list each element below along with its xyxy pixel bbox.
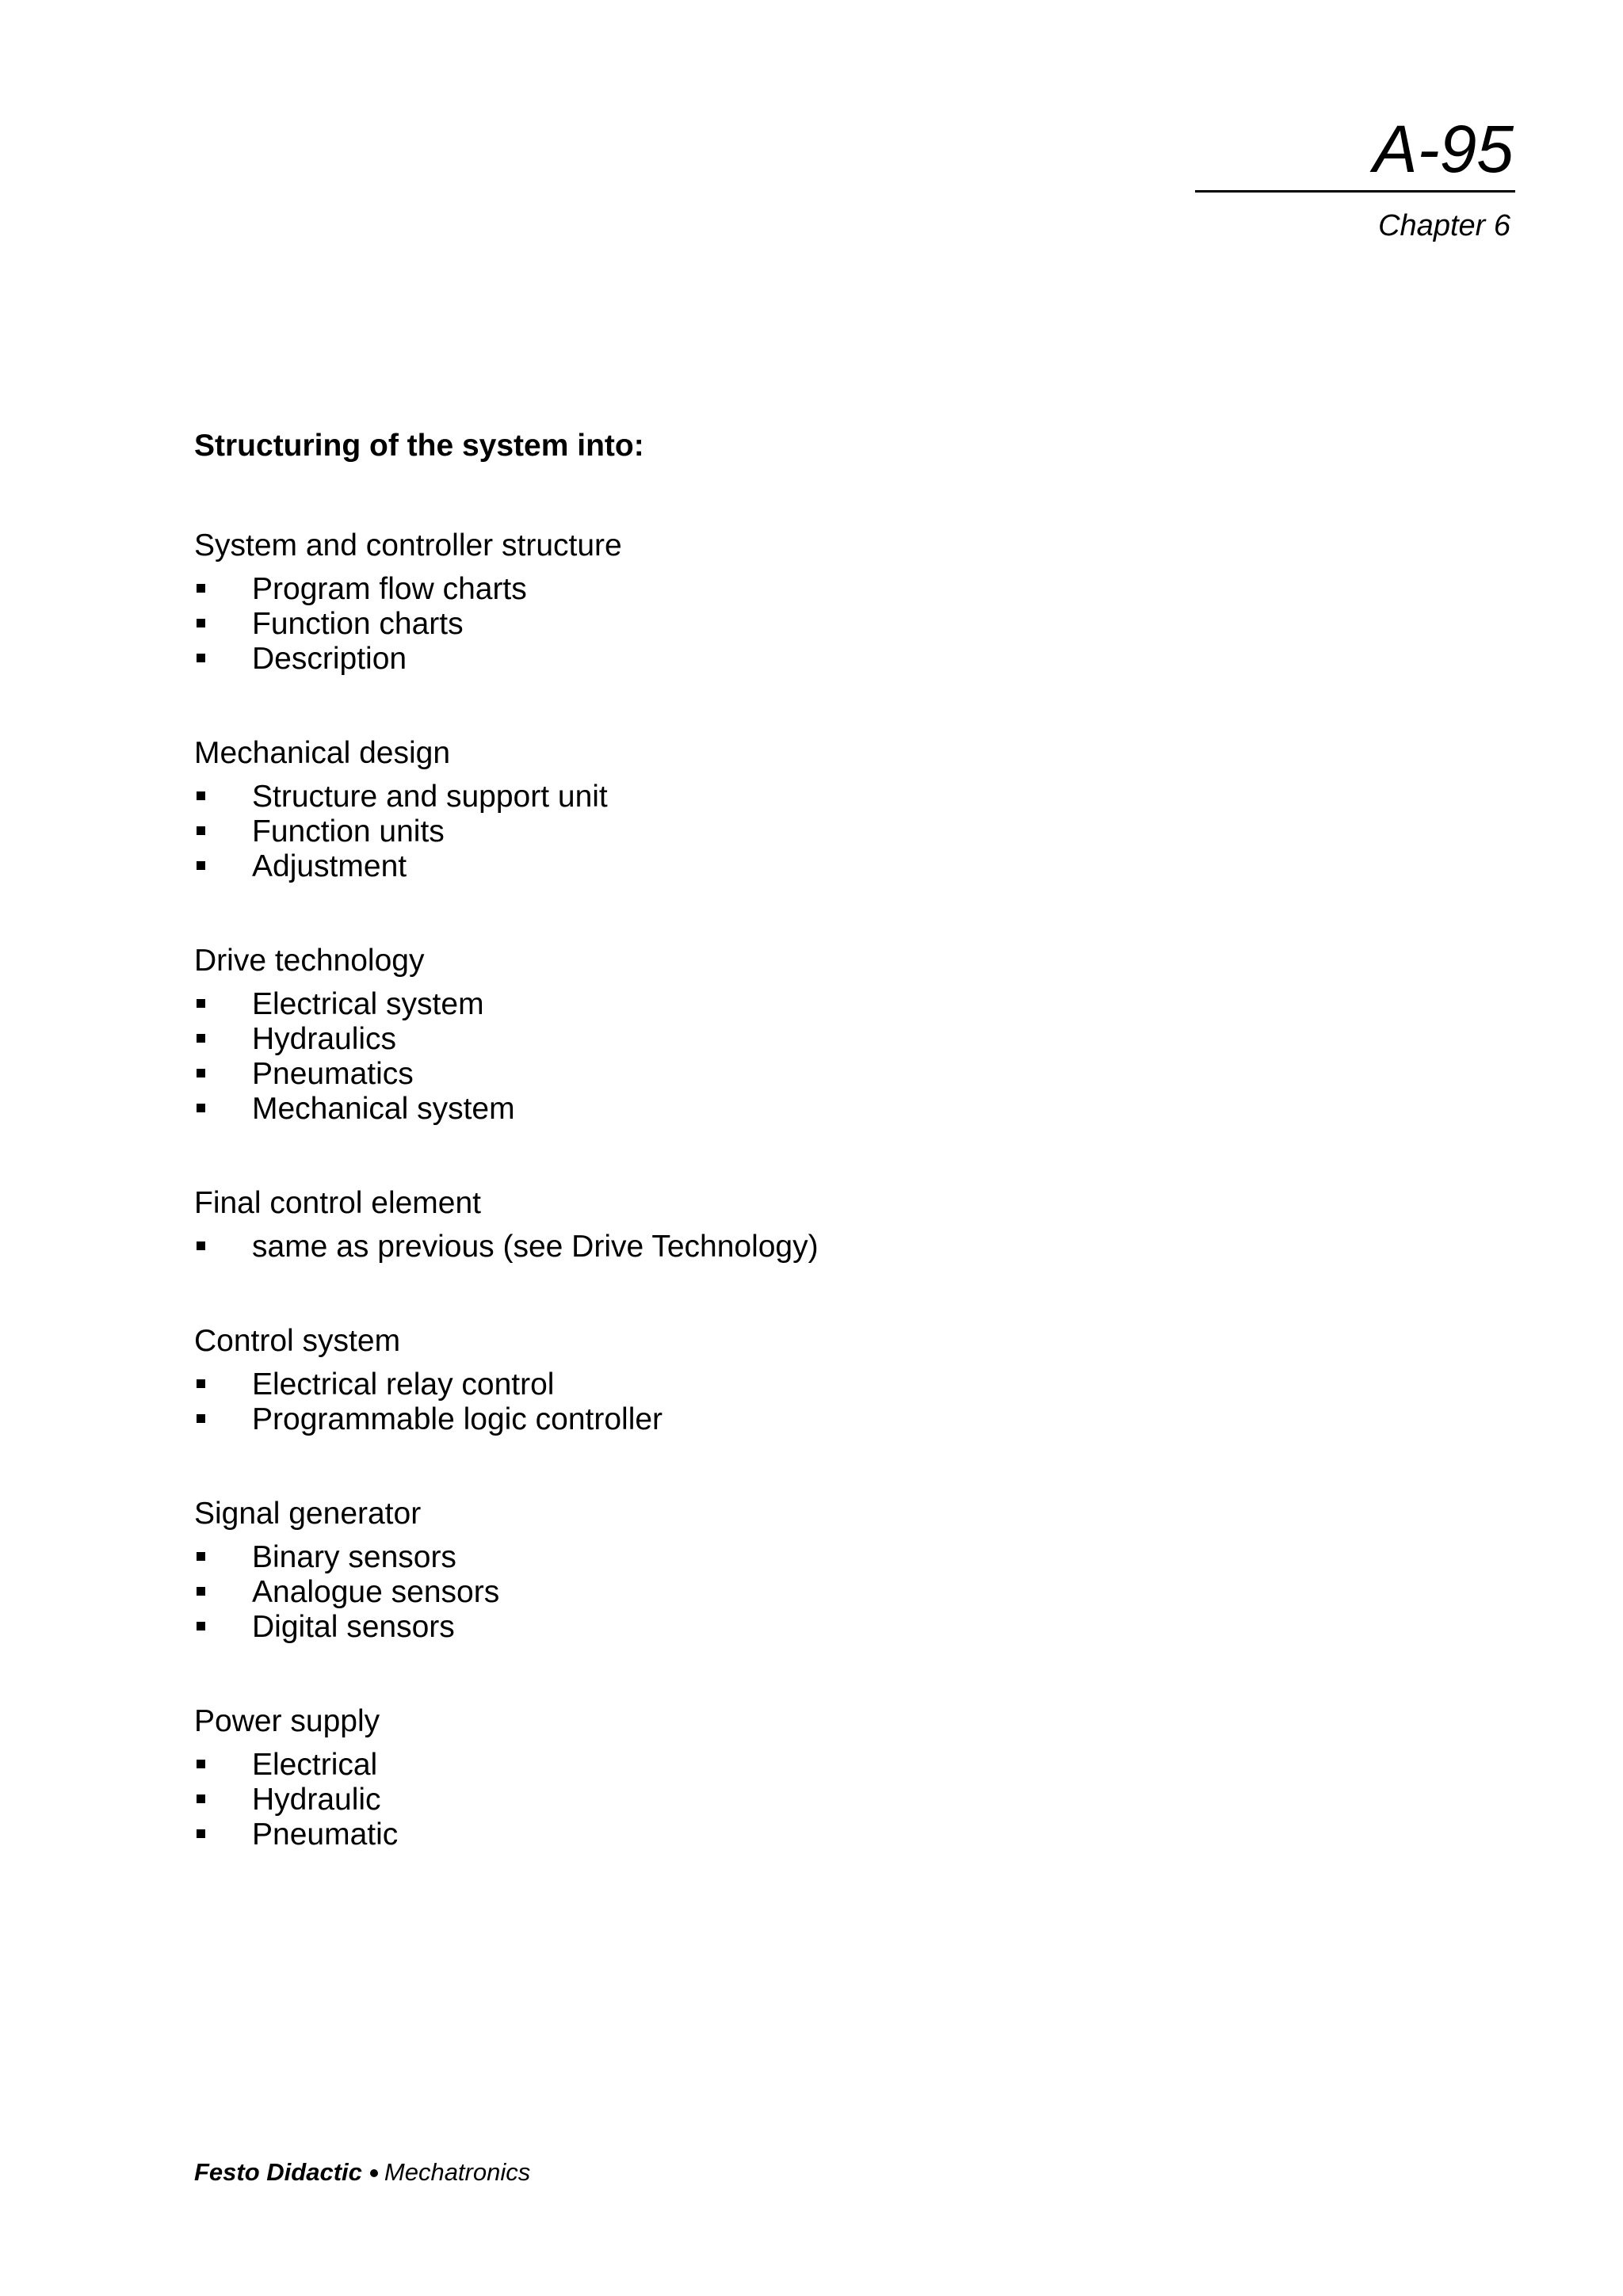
- page-number: A-95: [1373, 112, 1514, 186]
- list-item-text: Programmable logic controller: [252, 1402, 663, 1436]
- bullet-list: [194, 780, 1462, 884]
- list-item: [194, 1092, 1462, 1127]
- square-bullet-icon: [197, 584, 205, 593]
- list-item-text: same as previous (see Drive Technology): [252, 1230, 819, 1264]
- list-item: [194, 780, 1462, 814]
- list-item: [194, 1575, 1462, 1610]
- bullet-list: [194, 1540, 1462, 1645]
- list-item-text: Digital sensors: [252, 1610, 455, 1644]
- list-item-text: Mechanical system: [252, 1092, 515, 1126]
- list-item: [194, 1230, 1462, 1264]
- square-bullet-icon: [197, 861, 205, 870]
- sections-container: [194, 520, 1462, 1852]
- main-heading: Structuring of the system into:: [194, 429, 644, 463]
- list-item: [194, 1817, 1462, 1852]
- list-item: [194, 1022, 1462, 1057]
- list-item: [194, 987, 1462, 1022]
- list-item: [194, 1057, 1462, 1092]
- list-item-text: Binary sensors: [252, 1540, 456, 1574]
- list-item-text: Function units: [252, 814, 445, 849]
- section: [194, 1695, 1462, 1852]
- list-item: [194, 1610, 1462, 1645]
- bullet-list: [194, 1748, 1462, 1852]
- section: [194, 1315, 1462, 1437]
- section-title: Final control element: [194, 1186, 482, 1220]
- list-item-text: Electrical: [252, 1748, 378, 1782]
- bullet-list: [194, 572, 1462, 677]
- section: [194, 935, 1462, 1127]
- square-bullet-icon: [197, 1794, 205, 1803]
- square-bullet-icon: [197, 654, 205, 662]
- square-bullet-icon: [197, 1552, 205, 1561]
- list-item: [194, 1783, 1462, 1817]
- footer-brand: Festo Didactic: [194, 2158, 362, 2186]
- square-bullet-icon: [197, 1587, 205, 1596]
- list-item-text: Electrical relay control: [252, 1367, 555, 1402]
- square-bullet-icon: [197, 1069, 205, 1077]
- list-item: [194, 1367, 1462, 1402]
- page-content: [194, 420, 1462, 1852]
- section: [194, 1488, 1462, 1645]
- list-item: [194, 1540, 1462, 1575]
- list-item-text: Pneumatic: [252, 1817, 399, 1852]
- section: [194, 520, 1462, 677]
- section-title: Signal generator: [194, 1497, 422, 1531]
- page-header: [1195, 111, 1515, 245]
- footer-subject: Mechatronics: [384, 2158, 531, 2186]
- list-item: [194, 814, 1462, 849]
- bullet-list: [194, 1367, 1462, 1437]
- list-item-text: Function charts: [252, 607, 464, 641]
- square-bullet-icon: [197, 999, 205, 1008]
- list-item-text: Adjustment: [252, 849, 407, 883]
- list-item-text: Hydraulics: [252, 1022, 397, 1056]
- section: [194, 1177, 1462, 1264]
- header-rule: [1195, 190, 1515, 193]
- bullet-list: [194, 1230, 1462, 1264]
- square-bullet-icon: [197, 826, 205, 835]
- list-item: [194, 1748, 1462, 1783]
- square-bullet-icon: [197, 1829, 205, 1838]
- square-bullet-icon: [197, 1241, 205, 1250]
- list-item: [194, 1402, 1462, 1437]
- section-title: Control system: [194, 1324, 401, 1358]
- list-item-text: Pneumatics: [252, 1057, 414, 1091]
- list-item-text: Electrical system: [252, 987, 484, 1021]
- section-title: System and controller structure: [194, 528, 622, 563]
- list-item: [194, 642, 1462, 677]
- section-title: Drive technology: [194, 944, 425, 978]
- section-title: Mechanical design: [194, 736, 451, 770]
- square-bullet-icon: [197, 619, 205, 627]
- list-item: [194, 607, 1462, 642]
- bullet-list: [194, 987, 1462, 1127]
- list-item: [194, 572, 1462, 607]
- square-bullet-icon: [197, 1760, 205, 1768]
- list-item: [194, 849, 1462, 884]
- list-item-text: Program flow charts: [252, 572, 527, 606]
- square-bullet-icon: [197, 1034, 205, 1043]
- page-footer: [194, 2157, 530, 2188]
- list-item-text: Structure and support unit: [252, 780, 608, 814]
- section-title: Power supply: [194, 1704, 380, 1738]
- section: [194, 727, 1462, 884]
- square-bullet-icon: [197, 1414, 205, 1423]
- list-item-text: Analogue sensors: [252, 1575, 500, 1609]
- list-item-text: Description: [252, 642, 407, 676]
- square-bullet-icon: [197, 1379, 205, 1388]
- bullet-dot-icon: [370, 2169, 378, 2177]
- square-bullet-icon: [197, 791, 205, 800]
- square-bullet-icon: [197, 1622, 205, 1630]
- chapter-label: Chapter 6: [1378, 209, 1510, 242]
- square-bullet-icon: [197, 1104, 205, 1112]
- list-item-text: Hydraulic: [252, 1783, 381, 1817]
